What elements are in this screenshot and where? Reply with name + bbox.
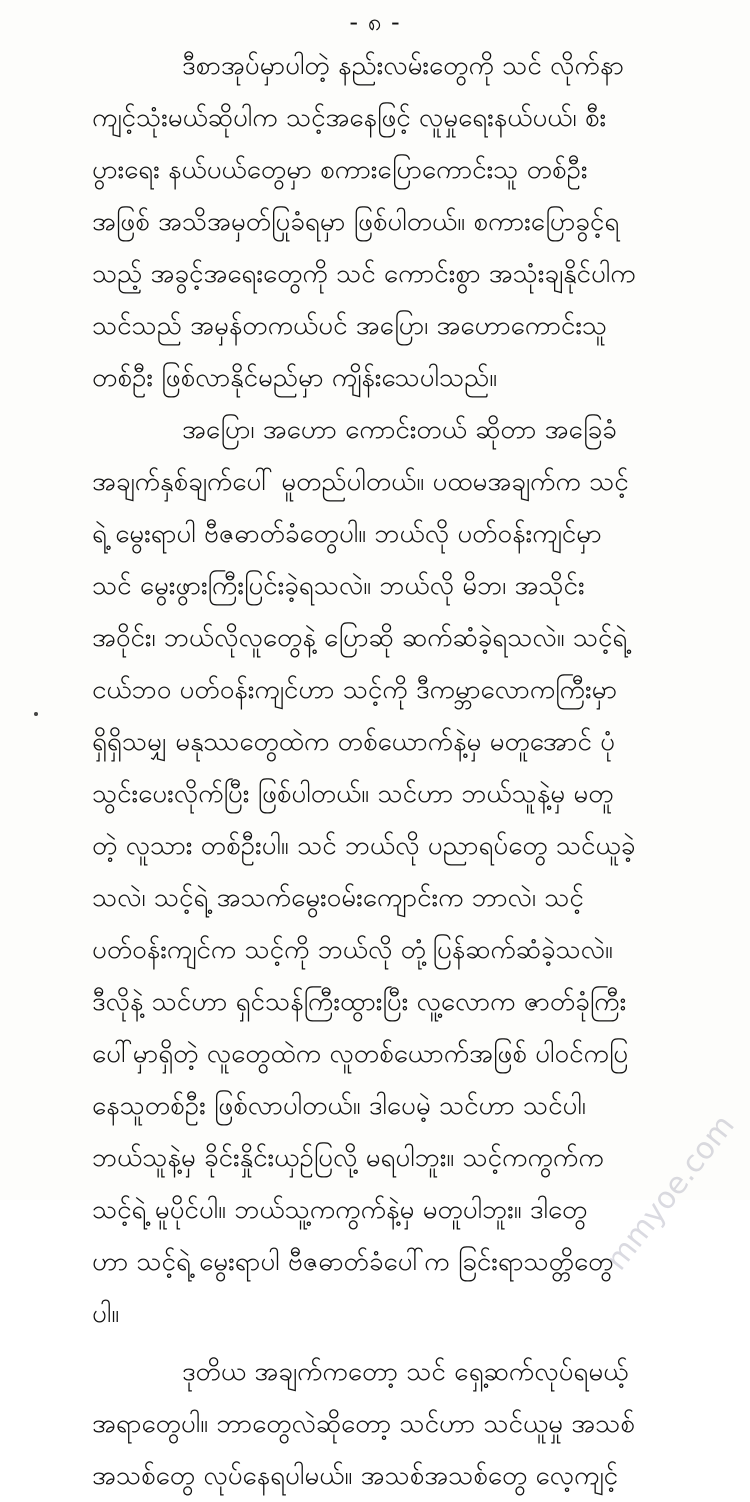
- text-line: ပွားရေး နယ်ပယ်တွေမှာ စကားပြောကောင်းသူ တစ်ဦး: [92, 155, 588, 185]
- text-line: သင် မွေးဖွားကြီးပြင်းခဲ့ရသလဲ။ ဘယ်လို မိဘ၊ အသိုင်း: [92, 571, 585, 601]
- text-line: နေသူတစ်ဦး ဖြစ်လာပါတယ်။ ဒါပေမဲ့ သင်ဟာ သင်ပါ၊: [92, 1091, 586, 1121]
- watermark: mmyoe.com: [599, 1108, 742, 1278]
- text-line: သွင်းပေးလိုက်ပြီး ဖြစ်ပါတယ်။ သင်ဟာ ဘယ်သူနဲ့မှ မတူ: [92, 779, 614, 809]
- text-line: ဒုတိယ အချက်ကတော့ သင် ရှေ့ဆက်လုပ်ရမယ့်: [182, 1357, 629, 1387]
- scan-speck: [34, 712, 38, 716]
- text-line: ဒီစာအုပ်မှာပါတဲ့ နည်းလမ်းတွေကို သင် လိုက်နာ: [182, 51, 624, 81]
- text-line: သင်သည် အမှန်တကယ်ပင် အပြော၊ အဟောကောင်းသူ: [92, 311, 608, 341]
- page-number: - ၈ -: [349, 8, 401, 36]
- text-line: သလဲ၊ သင့်ရဲ့ အသက်မွေးဝမ်းကျောင်းက ဘာလဲ၊ သင့်: [92, 883, 584, 913]
- text-line: ပတ်ဝန်းကျင်က သင့်ကို ဘယ်လို တုံ့ပြန်ဆက်ဆံခဲ့သလဲ။: [92, 935, 613, 965]
- text-line: ငယ်ဘဝ ပတ်ဝန်းကျင်ဟာ သင့်ကို ဒီကမ္ဘာလောကကြီးမှာ: [92, 675, 618, 705]
- text-line: သည့် အခွင့်အရေးတွေကို သင် ကောင်းစွာ အသုံးချနိုင်ပါက: [92, 259, 636, 289]
- text-line: တဲ့ လူသား တစ်ဦးပါ။ သင် ဘယ်လို ပညာရပ်တွေ သင်ယူခဲ့: [92, 831, 636, 861]
- text-line: ပါ။: [92, 1299, 120, 1329]
- text-line: သင့်ရဲ့ မူပိုင်ပါ။ ဘယ်သူ့ကကွက်နဲ့မှ မတူပါဘူး။ ဒါတွေ: [92, 1195, 588, 1225]
- paragraph-3: [92, 1346, 672, 1502]
- text-line: အဖြစ် အသိအမှတ်ပြုခံရမှာ ဖြစ်ပါတယ်။ စကားပြောခွင့်ရ: [92, 207, 620, 237]
- paragraph-1: [92, 40, 672, 404]
- text-line: ကျင့်သုံးမယ်ဆိုပါက သင့်အနေဖြင့် လူမှုရေးနယ်ပယ်၊ စီး: [92, 103, 607, 133]
- text-line: အဝိုင်း၊ ဘယ်လိုလူတွေနဲ့ ပြောဆို ဆက်ဆံခဲ့ရသလဲ။ သင့်ရဲ့: [92, 623, 628, 653]
- body-text: [92, 40, 672, 1502]
- text-line: အပြော၊ အဟော ကောင်းတယ် ဆိုတာ အခြေခံ: [182, 415, 617, 445]
- text-line: ပေါ်မှာရှိတဲ့ လူတွေထဲက လူတစ်ယောက်အဖြစ် ပါဝင်ကပြ: [92, 1039, 629, 1069]
- text-line: ဟာ သင့်ရဲ့ မွေးရာပါ ဗီဇဓာတ်ခံပေါ်က ခြင်းရာသတ္တိတွေ: [92, 1247, 614, 1277]
- text-line: ရှိရှိသမျှ မနုဿတွေထဲက တစ်ယောက်နဲ့မှ မတူအောင် ပုံ: [92, 727, 615, 757]
- text-line: ရဲ့ မွေးရာပါ ဗီဇဓာတ်ခံတွေပါ။ ဘယ်လို ပတ်ဝန်းကျင်မှာ: [92, 519, 602, 549]
- text-line: ဒီလိုနဲ့ သင်ဟာ ရှင်သန်ကြီးထွားပြီး လူ့လောက ဇာတ်ခုံကြီး: [92, 987, 627, 1017]
- text-line: ဘယ်သူနဲ့မှ ခိုင်းနှိုင်းယှဉ်ပြလို့ မရပါဘူး။ သင့်ကကွက်က: [92, 1143, 604, 1173]
- text-line: တစ်ဦး ဖြစ်လာနိုင်မည်မှာ ကျိန်းသေပါသည်။: [92, 363, 498, 393]
- text-line: အချက်နှစ်ချက်ပေါ် မူတည်ပါတယ်။ ပထမအချက်က သင့်: [92, 467, 629, 497]
- text-line: အရာတွေပါ။ ဘာတွေလဲဆိုတော့ သင်ဟာ သင်ယူမှု အသစ်: [92, 1409, 635, 1439]
- text-line: အသစ်တွေ လုပ်နေရပါမယ်။ အသစ်အသစ်တွေ လေ့ကျင့်: [92, 1461, 619, 1491]
